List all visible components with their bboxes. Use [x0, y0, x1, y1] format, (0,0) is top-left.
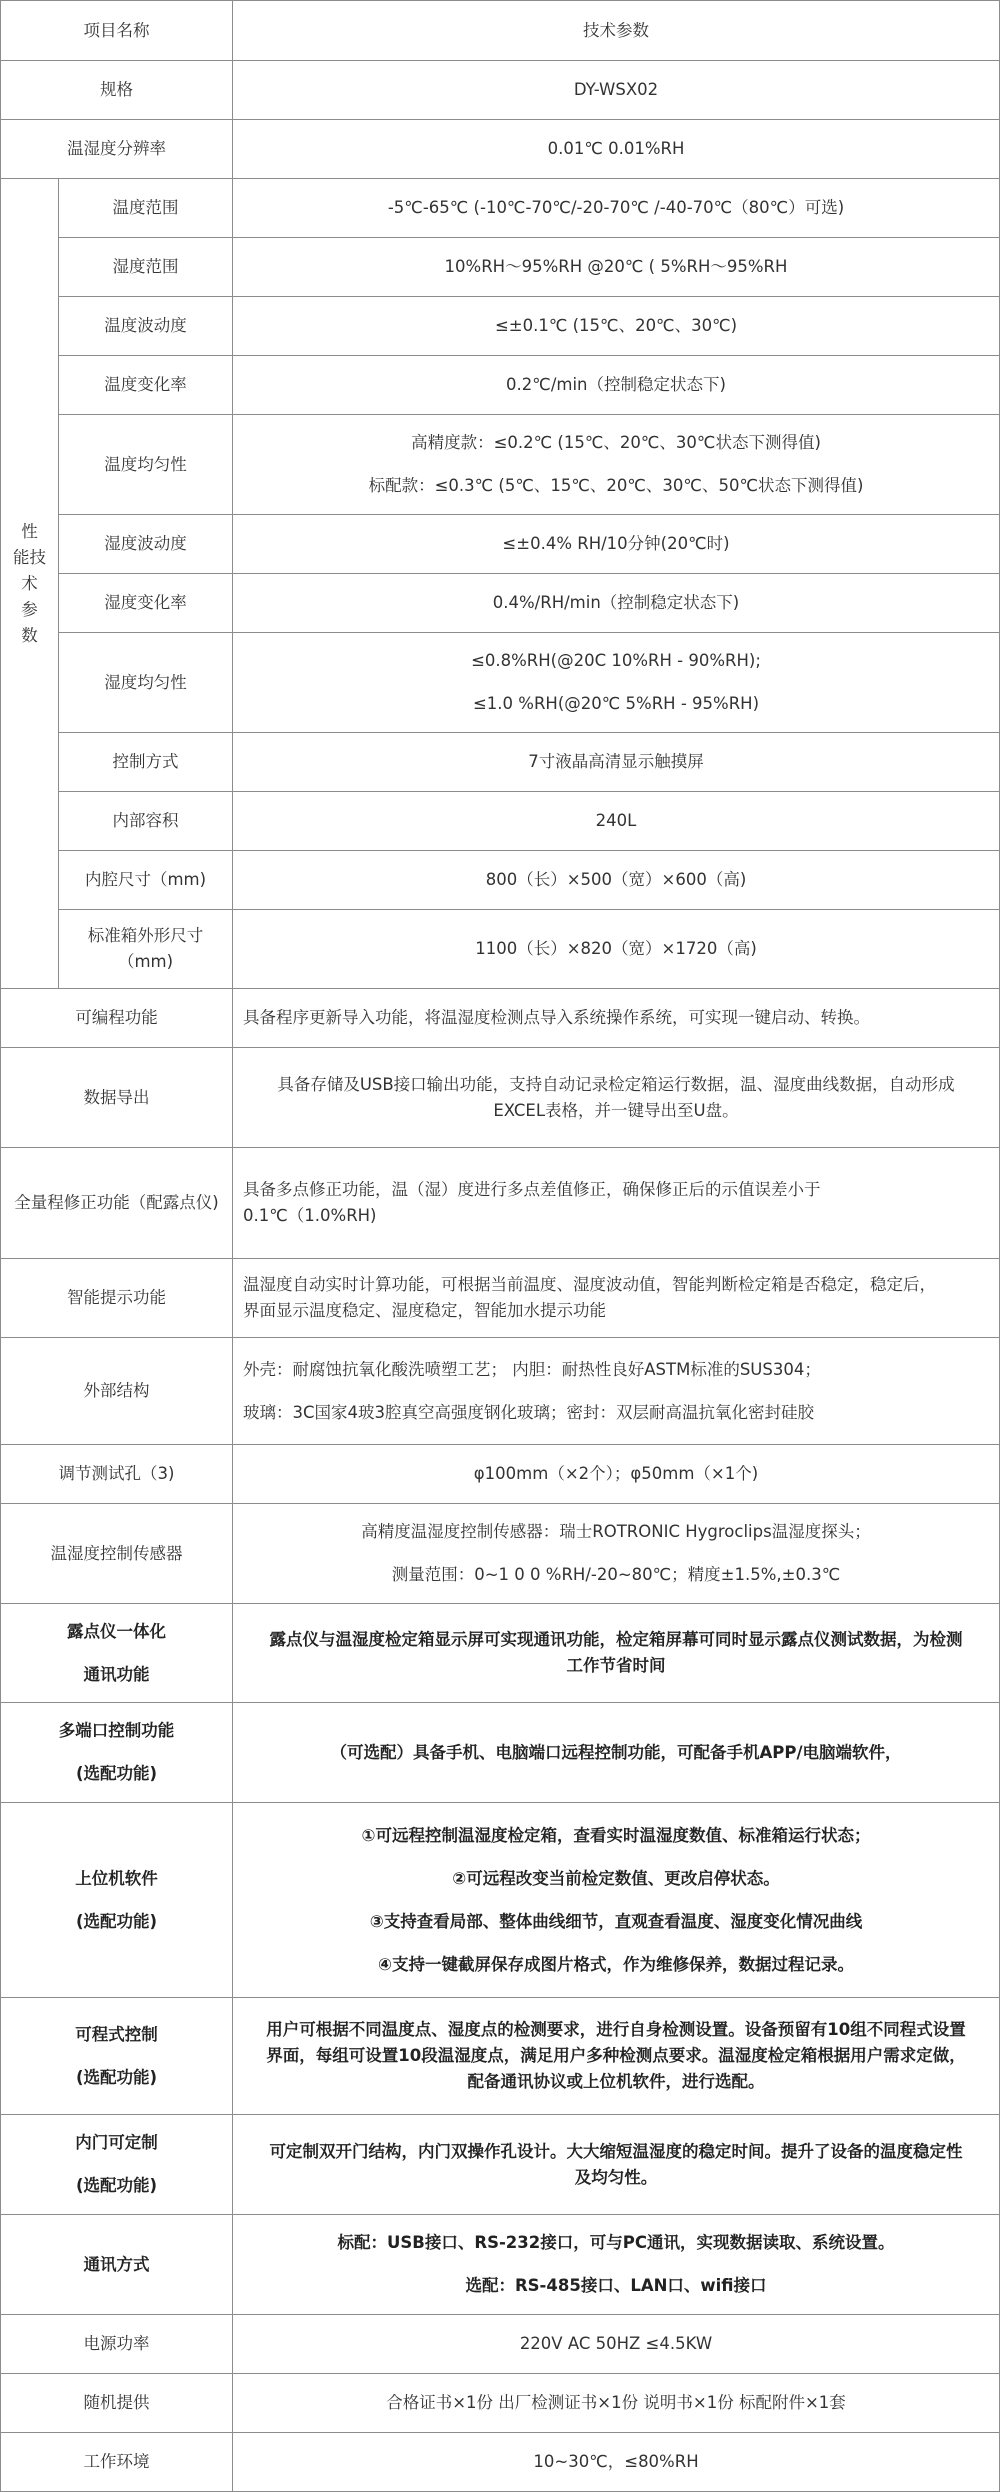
table-row — [1, 792, 1000, 851]
table-row — [1, 733, 1000, 792]
row-name: 湿度波动度 — [59, 515, 233, 574]
table-row — [1, 989, 1000, 1048]
row-value — [233, 1803, 1000, 1998]
value-line: ≤0.8%RH(@20C 10%RH - 90%RH); — [471, 651, 761, 670]
value-line: ④支持一键截屏保存成图片格式，作为维修保养，数据过程记录。 — [378, 1954, 854, 1974]
perf-category-label: 性 能技 术 参 数 — [1, 179, 59, 989]
table-row — [1, 1504, 1000, 1604]
row-name: 湿度范围 — [59, 238, 233, 297]
name-line: 可程式控制 — [75, 2024, 158, 2044]
row-name: 规格 — [1, 61, 233, 120]
row-value — [233, 1259, 1000, 1338]
row-value: （可选配）具备手机、电脑端口远程控制功能，可配备手机APP/电脑端软件， — [233, 1703, 1000, 1803]
row-name: 温度均匀性 — [59, 415, 233, 515]
table-row — [1, 1998, 1000, 2115]
row-name: 标准箱外形尺寸（mm) — [59, 910, 233, 989]
value-line: 测量范围：0~1 0 0 %RH/-20~80℃；精度±1.5%,±0.3℃ — [391, 1565, 841, 1584]
value-line: 外壳：耐腐蚀抗氧化酸洗喷塑工艺； 内胆：耐热性良好ASTM标准的SUS304； — [243, 1359, 821, 1379]
value-line: 玻璃：3C国家4玻3腔真空高强度钢化玻璃；密封：双层耐高温抗氧化密封硅胶 — [243, 1402, 815, 1422]
value-line: 界面显示温度稳定、湿度稳定，智能加水提示功能 — [243, 1301, 606, 1320]
value-line: 选配：RS-485接口、LAN口、wifi接口 — [465, 2276, 767, 2295]
name-line: 多端口控制功能 — [58, 1721, 175, 1740]
table-row — [1, 910, 1000, 989]
row-value: ≤±0.1℃ (15℃、20℃、30℃) — [233, 297, 1000, 356]
value-line: 具备多点修正功能，温（湿）度进行多点差值修正，确保修正后的示值误差小于 — [243, 1180, 821, 1199]
table-row — [1, 633, 1000, 733]
row-name: 电源功率 — [1, 2315, 233, 2374]
row-value: 220V AC 50HZ ≤4.5KW — [233, 2315, 1000, 2374]
row-value: 0.4%/RH/min（控制稳定状态下) — [233, 574, 1000, 633]
name-line: (选配功能) — [75, 1764, 158, 1783]
table-row — [1, 1338, 1000, 1445]
row-name — [1, 2115, 233, 2215]
row-name — [1, 1703, 233, 1803]
value-line: 标配：USB接口、RS-232接口，可与PC通讯，实现数据读取、系统设置。 — [337, 2233, 895, 2252]
table-row — [1, 238, 1000, 297]
table-row — [1, 1445, 1000, 1504]
table-row — [1, 2215, 1000, 2315]
row-value — [233, 2215, 1000, 2315]
table-row — [1, 2374, 1000, 2433]
name-line: 露点仪一体化 — [67, 1621, 166, 1641]
table-row — [1, 515, 1000, 574]
table-row — [1, 1703, 1000, 1803]
table-row — [1, 415, 1000, 515]
row-name: 数据导出 — [1, 1048, 233, 1148]
row-name — [1, 1998, 233, 2115]
row-name: 可编程功能 — [1, 989, 233, 1048]
value-line: ①可远程控制温湿度检定箱，查看实时温湿度数值、标准箱运行状态； — [361, 1825, 871, 1845]
row-name: 温度变化率 — [59, 356, 233, 415]
table-row — [1, 1604, 1000, 1703]
value-line: 可定制双开门结构，内门双操作孔设计。大大缩短温湿度的稳定时间。提升了设备的温度稳定性 — [269, 2141, 963, 2161]
value-line: 配备通讯协议或上位机软件，进行选配。 — [467, 2072, 765, 2091]
value-line: 用户可根据不同温度点、湿度点的检测要求，进行自身检测设置。设备预留有10组不同程式设置 — [266, 2020, 966, 2039]
value-line: 界面，每组可设置10段温湿度点，满足用户多种检测点要求。温湿度检定箱根据用户需求定做， — [266, 2046, 966, 2065]
table-row — [1, 297, 1000, 356]
row-name — [1, 1604, 233, 1703]
row-value — [233, 1504, 1000, 1604]
row-name: 湿度变化率 — [59, 574, 233, 633]
name-line: 上位机软件 — [75, 1868, 158, 1888]
header-name: 项目名称 — [1, 1, 233, 61]
value-line: 高精度温湿度控制传感器：瑞士ROTRONIC Hygroclips温湿度探头； — [361, 1522, 871, 1541]
value-line: ②可远程改变当前检定数值、更改启停状态。 — [452, 1868, 780, 1888]
row-value: φ100mm（×2个）；φ50mm（×1个) — [233, 1445, 1000, 1504]
row-value: ≤±0.4% RH/10分钟(20℃时) — [233, 515, 1000, 574]
row-name: 工作环境 — [1, 2433, 233, 2492]
row-value — [233, 415, 1000, 515]
row-name: 温度波动度 — [59, 297, 233, 356]
row-name: 随机提供 — [1, 2374, 233, 2433]
table-row — [1, 1048, 1000, 1148]
row-value: DY-WSX02 — [233, 61, 1000, 120]
value-line: 0.1℃（1.0%RH) — [243, 1206, 377, 1225]
row-value: 0.01℃ 0.01%RH — [233, 120, 1000, 179]
value-line: 标配款：≤0.3℃ (5℃、15℃、20℃、30℃、50℃状态下测得值) — [368, 476, 864, 495]
row-value: 1100（长）×820（宽）×1720（高) — [233, 910, 1000, 989]
row-name: 温湿度控制传感器 — [1, 1504, 233, 1604]
row-value — [233, 1048, 1000, 1148]
row-value — [233, 1998, 1000, 2115]
value-line: 及均匀性。 — [574, 2167, 658, 2187]
row-value: 0.2℃/min（控制稳定状态下) — [233, 356, 1000, 415]
row-value: 具备程序更新导入功能，将温湿度检测点导入系统操作系统，可实现一键启动、转换。 — [233, 989, 1000, 1048]
value-line: ③支持查看局部、整体曲线细节，直观查看温度、湿度变化情况曲线 — [369, 1911, 863, 1931]
row-name: 全量程修正功能（配露点仪) — [1, 1148, 233, 1259]
row-value: 10%RH～95%RH @20℃ ( 5%RH～95%RH — [233, 238, 1000, 297]
value-line: 露点仪与温湿度检定箱显示屏可实现通讯功能，检定箱屏幕可同时显示露点仪测试数据，为检测 — [269, 1630, 963, 1649]
row-name: 内部容积 — [59, 792, 233, 851]
row-value — [233, 633, 1000, 733]
value-line: EXCEL表格，并一键导出至U盘。 — [493, 1100, 739, 1120]
row-value — [233, 1338, 1000, 1445]
row-value: 800（长）×500（宽）×600（高) — [233, 851, 1000, 910]
header-param: 技术参数 — [233, 1, 1000, 61]
row-name: 控制方式 — [59, 733, 233, 792]
row-value: -5℃-65℃ (-10℃-70℃/-20-70℃ /-40-70℃（80℃）可选) — [233, 179, 1000, 238]
row-value — [233, 1148, 1000, 1259]
row-value — [233, 2115, 1000, 2215]
row-value: 10~30℃，≤80%RH — [233, 2433, 1000, 2492]
value-line: 具备存储及USB接口输出功能，支持自动记录检定箱运行数据，温、湿度曲线数据，自动形成 — [277, 1074, 955, 1094]
value-line: ≤1.0 %RH(@20℃ 5%RH - 95%RH) — [472, 694, 760, 713]
table-row — [1, 120, 1000, 179]
row-name: 内腔尺寸（mm) — [59, 851, 233, 910]
row-name: 湿度均匀性 — [59, 633, 233, 733]
table-row — [1, 574, 1000, 633]
name-line: (选配功能) — [75, 1911, 158, 1931]
row-name — [1, 1803, 233, 1998]
header-row — [1, 1, 1000, 61]
table-row — [1, 2115, 1000, 2215]
table-row — [1, 2433, 1000, 2492]
row-value: 合格证书×1份 出厂检测证书×1份 说明书×1份 标配附件×1套 — [233, 2374, 1000, 2433]
name-line: (选配功能) — [75, 2176, 158, 2195]
table-row — [1, 356, 1000, 415]
table-row — [1, 1148, 1000, 1259]
row-value: 240L — [233, 792, 1000, 851]
name-line: 内门可定制 — [75, 2133, 158, 2152]
name-line: (选配功能) — [75, 2067, 158, 2087]
row-name: 温湿度分辨率 — [1, 120, 233, 179]
table-row — [1, 2315, 1000, 2374]
row-name: 智能提示功能 — [1, 1259, 233, 1338]
value-line: 高精度款：≤0.2℃ (15℃、20℃、30℃状态下测得值) — [411, 433, 821, 452]
value-line: 温湿度自动实时计算功能，可根据当前温度、湿度波动值，智能判断检定箱是否稳定，稳定后， — [243, 1275, 936, 1294]
row-value — [233, 1604, 1000, 1703]
table-row — [1, 1259, 1000, 1338]
row-value: 7寸液晶高清显示触摸屏 — [233, 733, 1000, 792]
table-row — [1, 1803, 1000, 1998]
row-name: 调节测试孔（3) — [1, 1445, 233, 1504]
row-name: 通讯方式 — [1, 2215, 233, 2315]
table-row — [1, 179, 1000, 238]
table-row — [1, 61, 1000, 120]
table-row — [1, 851, 1000, 910]
name-line: 通讯功能 — [83, 1664, 150, 1684]
row-name: 温度范围 — [59, 179, 233, 238]
value-line: 工作节省时间 — [566, 1656, 666, 1675]
row-name: 外部结构 — [1, 1338, 233, 1445]
